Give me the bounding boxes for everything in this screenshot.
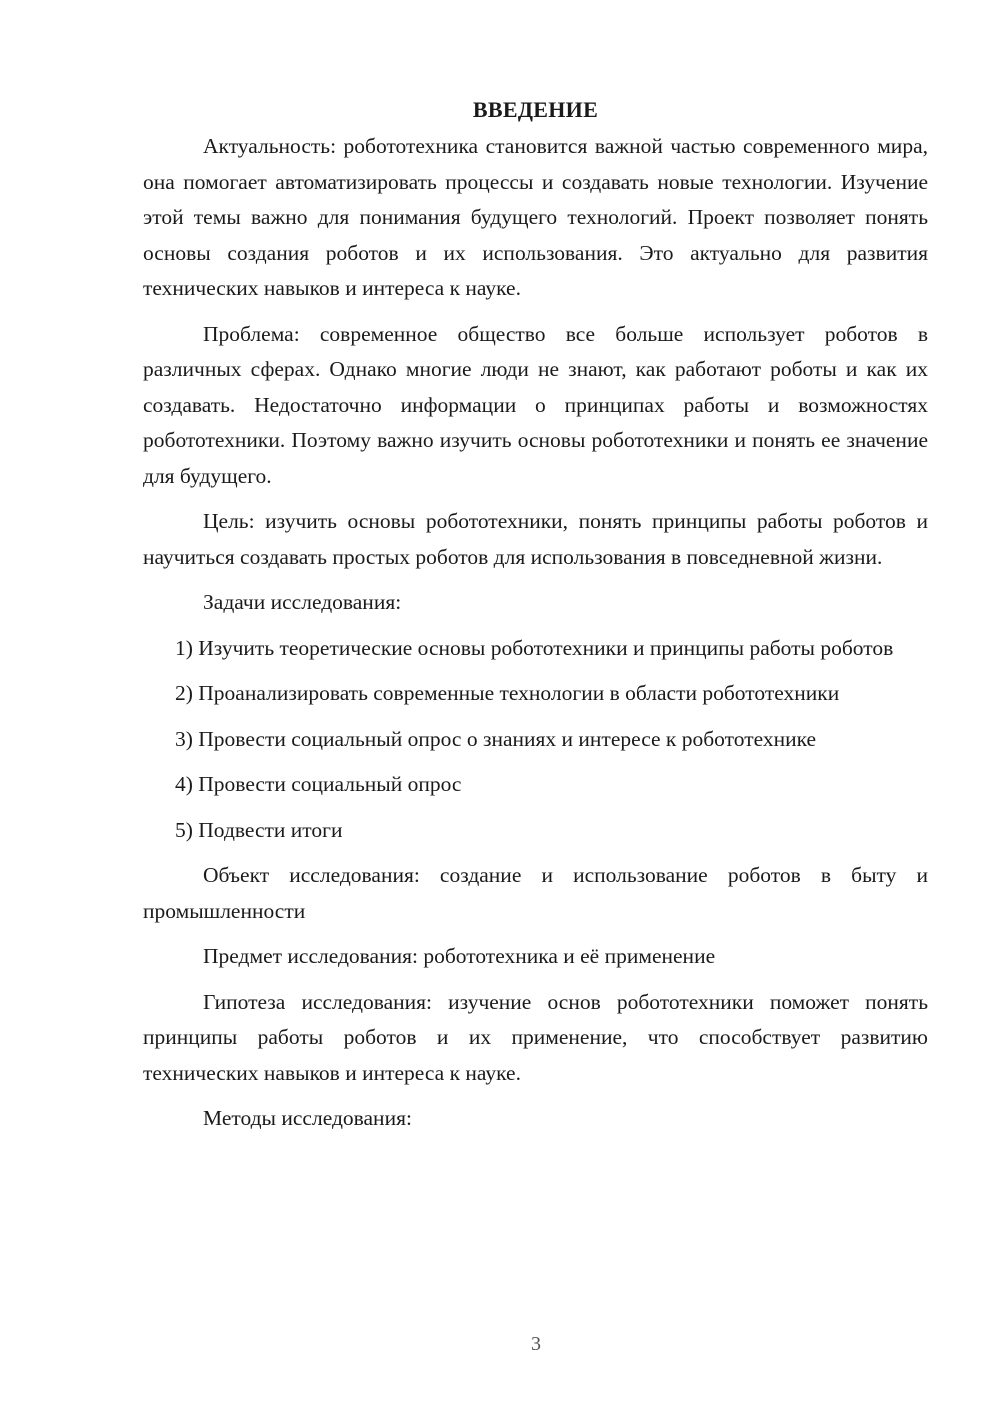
document-page	[143, 92, 928, 1147]
task-item-5: 5) Подвести итоги	[175, 817, 343, 842]
page-number: 3	[531, 1333, 541, 1355]
task-item-4: 4) Провести социальный опрос	[175, 772, 462, 796]
task-item-2: 2) Проанализировать современные технологии в области робототехники	[175, 681, 840, 705]
section-title: ВВЕДЕНИЕ	[472, 97, 599, 122]
subject-paragraph: Предмет исследования: робототехника и её применение	[203, 944, 716, 968]
task-item-1: 1) Изучить теоретические основы робототехники и принципы работы роботов	[175, 635, 894, 660]
relevance-paragraph: Актуальность: робототехника становится важной частью современного мира, она помогает автоматизировать процессы и создавать новые технологии. Изучение этой темы важно для понимания будущего технологий. Проект позволяет понять основы создания роботов и их использования. Это актуально для развития технических навыков и интереса к науке.	[143, 134, 928, 300]
problem-paragraph: Проблема: современное общество все больше использует роботов в различных сферах. Однако многие люди не знают, как работают роботы и как их создавать. Недостаточно информации о принципах работы и возможностях робототехники. Поэтому важно изучить основы робототехники и понять ее значение для будущего.	[143, 321, 928, 488]
object-paragraph: Объект исследования: создание и использование роботов в быту и промышленности	[143, 863, 928, 923]
methods-heading: Методы исследования:	[203, 1106, 412, 1130]
task-item-3: 3) Провести социальный опрос о знаниях и интересе к робототехнике	[175, 726, 817, 751]
hypothesis-paragraph: Гипотеза исследования: изучение основ робототехники поможет понять принципы работы роботов и их применение, что способствует развитию технических навыков и интереса к науке.	[143, 989, 928, 1085]
goal-paragraph: Цель: изучить основы робототехники, понять принципы работы роботов и научиться создавать простых роботов для использования в повседневной жизни.	[143, 509, 928, 569]
tasks-heading: Задачи исследования:	[203, 590, 402, 614]
